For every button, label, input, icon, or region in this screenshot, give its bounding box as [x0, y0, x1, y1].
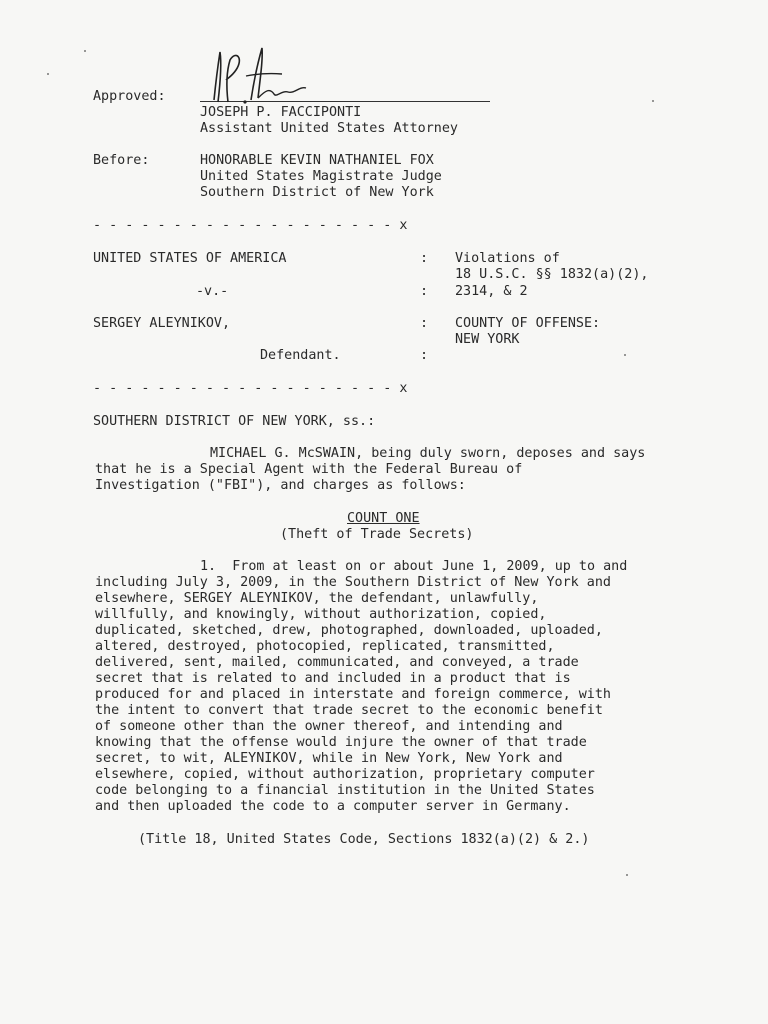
scan-speck [47, 73, 49, 75]
para1-line: code belonging to a financial institution in the United States [95, 783, 595, 798]
count-subheading: (Theft of Trade Secrets) [280, 527, 474, 542]
approved-label: Approved: [93, 89, 166, 104]
para1-line: willfully, and knowingly, without authorization, copied, [95, 607, 547, 622]
intro-line-1: MICHAEL G. McSWAIN, being duly sworn, deposes and says [210, 446, 646, 461]
judge-title: United States Magistrate Judge [200, 169, 442, 184]
caption-divider-top: - - - - - - - - - - - - - - - - - - - x [93, 218, 408, 233]
para1-line: elsewhere, SERGEY ALEYNIKOV, the defendant, unlawfully, [95, 591, 539, 606]
para1-line: and then uploaded the code to a computer server in Germany. [95, 799, 571, 814]
caption-colon: : [420, 284, 429, 299]
approver-name: JOSEPH P. FACCIPONTI [200, 105, 362, 120]
approver-title: Assistant United States Attorney [200, 121, 458, 136]
count-heading: COUNT ONE [347, 511, 420, 526]
caption-colon: : [420, 251, 429, 266]
scan-speck [624, 354, 626, 356]
violations-line-1: Violations of [455, 251, 560, 266]
intro-line-3: Investigation ("FBI"), and charges as follows: [95, 478, 466, 493]
versus: -v.- [196, 284, 229, 299]
before-label: Before: [93, 153, 150, 168]
violations-line-3: 2314, & 2 [455, 284, 528, 299]
caption-colon: : [420, 316, 429, 331]
para1-line: knowing that the offense would injure the owner of that trade [95, 735, 587, 750]
judge-district: Southern District of New York [200, 185, 434, 200]
citation: (Title 18, United States Code, Sections 1832(a)(2) & 2.) [138, 832, 590, 847]
para1-line: the intent to convert that trade secret to the economic benefit [95, 703, 603, 718]
caption-colon: : [420, 348, 429, 363]
plaintiff: UNITED STATES OF AMERICA [93, 251, 287, 266]
para1-line: including July 3, 2009, in the Southern District of New York and [95, 575, 611, 590]
scan-speck [626, 874, 628, 876]
para1-line: elsewhere, copied, without authorization, proprietary computer [95, 767, 595, 782]
venue: SOUTHERN DISTRICT OF NEW YORK, ss.: [93, 414, 376, 429]
violations-line-2: 18 U.S.C. §§ 1832(a)(2), [455, 267, 649, 282]
para1-line: altered, destroyed, photocopied, replicated, transmitted, [95, 639, 555, 654]
scan-speck [84, 50, 86, 52]
para1-line: secret that is related to and included in a product that is [95, 671, 571, 686]
para1-line: duplicated, sketched, drew, photographed, downloaded, uploaded, [95, 623, 603, 638]
county-label: COUNTY OF OFFENSE: [455, 316, 601, 331]
scan-speck [652, 100, 654, 102]
judge-name: HONORABLE KEVIN NATHANIEL FOX [200, 153, 434, 168]
defendant-label: Defendant. [260, 348, 341, 363]
para1-line: 1. From at least on or about June 1, 2009, up to and [200, 559, 628, 574]
caption-divider-bottom: - - - - - - - - - - - - - - - - - - - x [93, 381, 408, 396]
para1-line: of someone other than the owner thereof, and intending and [95, 719, 563, 734]
para1-line: delivered, sent, mailed, communicated, and conveyed, a trade [95, 655, 579, 670]
intro-line-2: that he is a Special Agent with the Federal Bureau of [95, 462, 523, 477]
county-value: NEW YORK [455, 332, 520, 347]
para1-line: produced for and placed in interstate and foreign commerce, with [95, 687, 611, 702]
defendant-name: SERGEY ALEYNIKOV, [93, 316, 231, 331]
para1-line: secret, to wit, ALEYNIKOV, while in New York, New York and [95, 751, 563, 766]
